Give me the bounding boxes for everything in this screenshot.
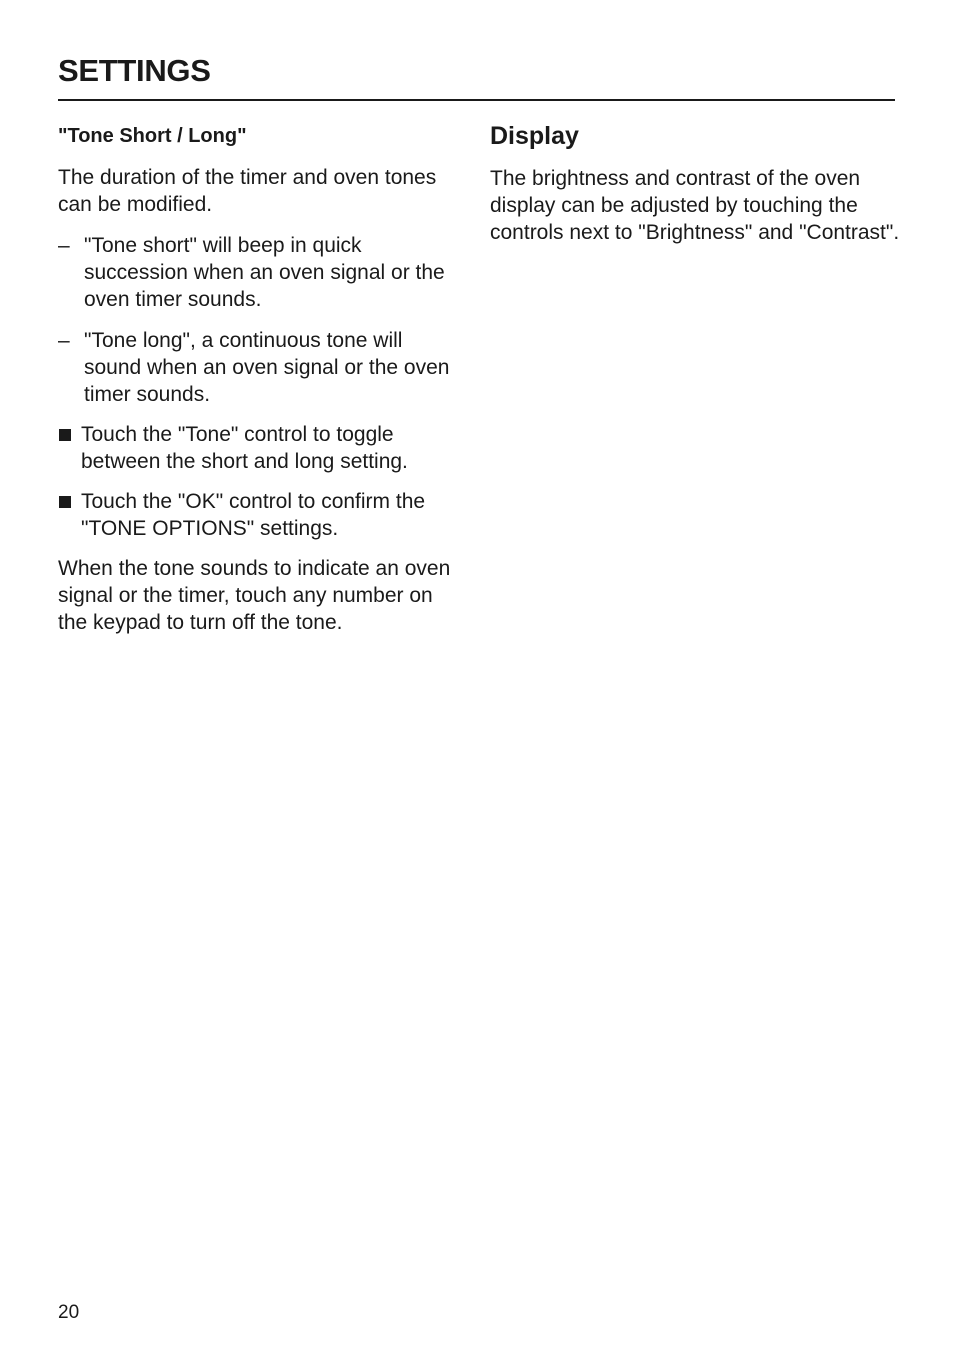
- tone-short-long-subheading: "Tone Short / Long": [58, 125, 247, 147]
- tone-short-description: "Tone short" will beep in quick succession when an oven signal or the oven timer sounds.: [84, 234, 445, 311]
- right-column: [490, 121, 900, 246]
- square-bullet-icon: [59, 496, 71, 508]
- tone-long-description: "Tone long", a continuous tone will sound when an oven signal or the oven timer sounds.: [84, 329, 450, 406]
- step-confirm-ok: Touch the "OK" control to confirm the "TONE OPTIONS" settings.: [81, 490, 426, 540]
- display-heading: Display: [490, 122, 579, 150]
- tone-intro-paragraph: The duration of the timer and oven tones can be modified.: [58, 166, 437, 216]
- square-bullet-icon: [59, 429, 71, 441]
- tone-closing-paragraph: When the tone sounds to indicate an oven signal or the timer, touch any number on the keypad to turn off the tone.: [58, 557, 451, 634]
- page-title: SETTINGS: [58, 53, 211, 88]
- page-number: 20: [58, 1302, 80, 1323]
- dash-list-item: [58, 327, 462, 408]
- display-paragraph: The brightness and contrast of the oven display can be adjusted by touching the controls next to "Brightness" and "Contrast".: [490, 167, 900, 244]
- left-column: [58, 121, 462, 636]
- title-divider: [58, 99, 895, 101]
- dash-marker: –: [58, 234, 70, 257]
- step-item: [58, 488, 462, 542]
- dash-list-item: [58, 232, 462, 313]
- step-toggle-tone: Touch the "Tone" control to toggle between the short and long setting.: [81, 423, 408, 473]
- dash-marker: –: [58, 329, 70, 352]
- step-item: [58, 421, 462, 475]
